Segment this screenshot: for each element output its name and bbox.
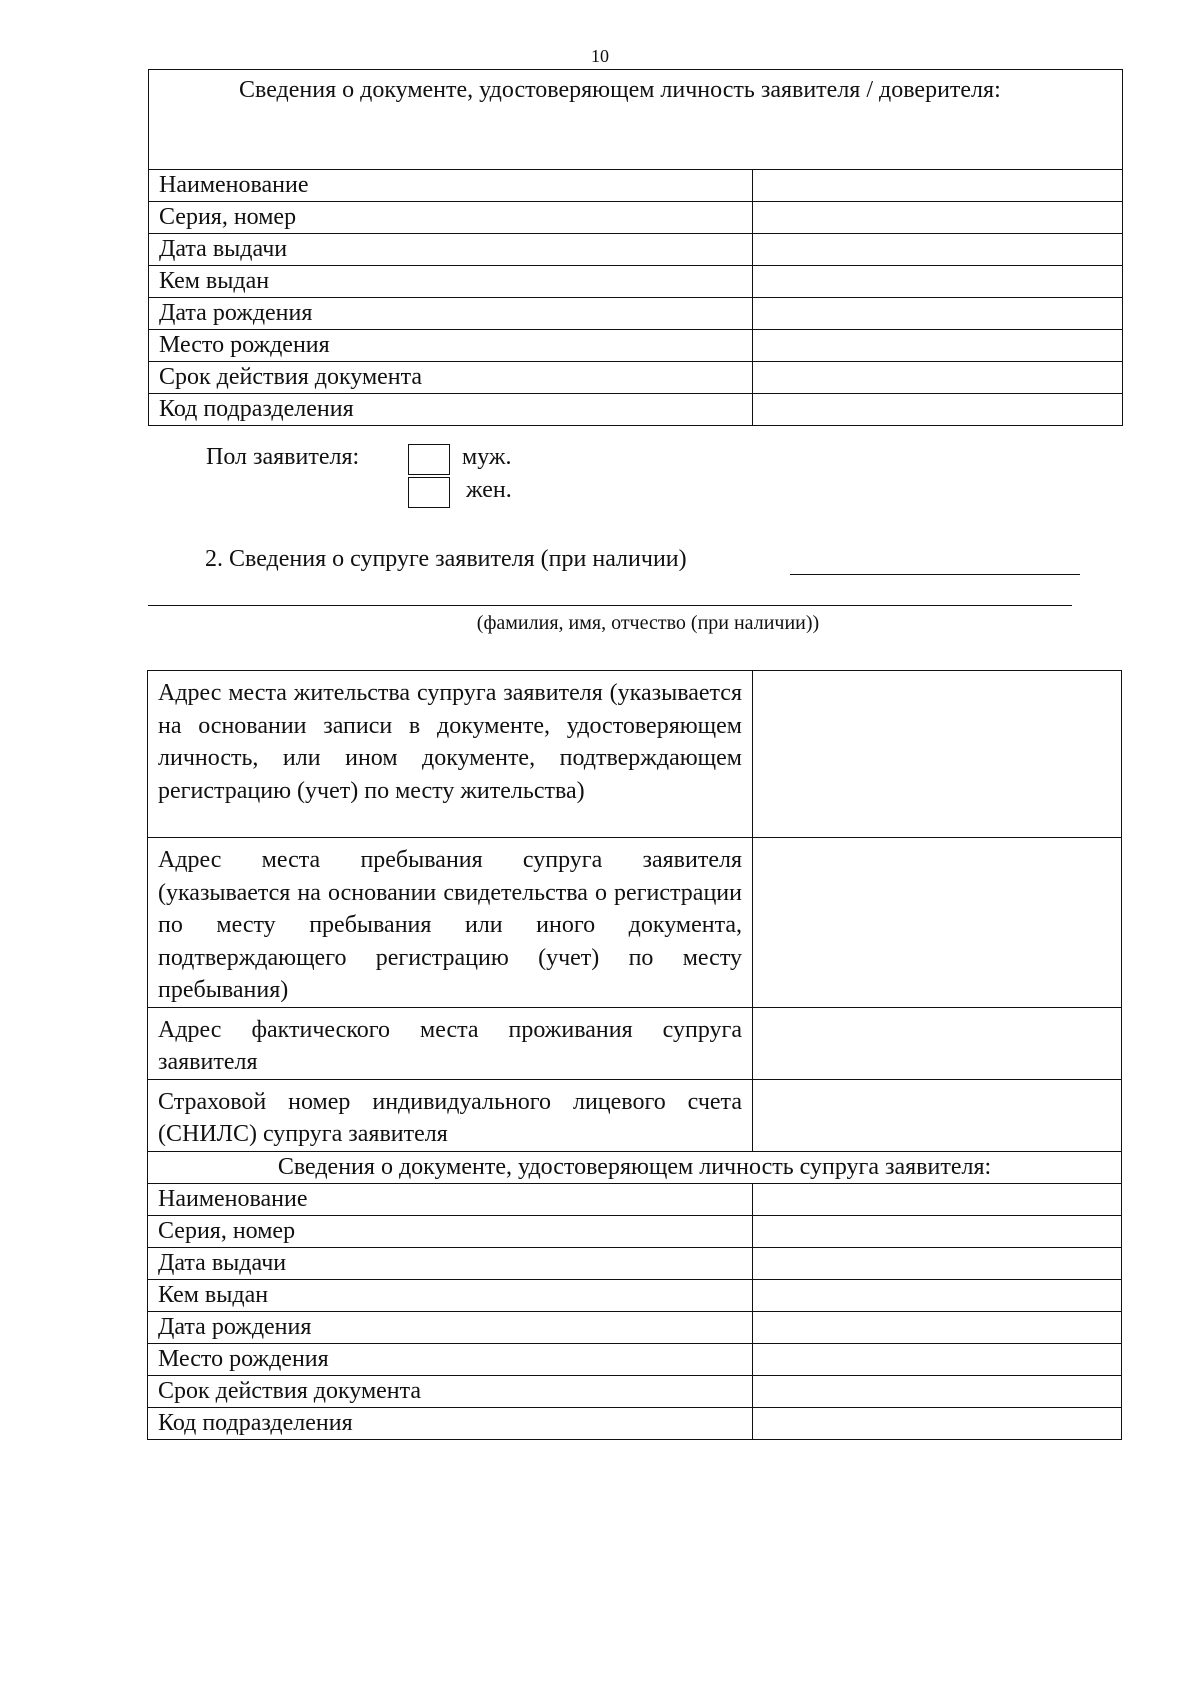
field-value-cell[interactable] (753, 671, 1122, 838)
field-value-cell[interactable] (753, 1343, 1122, 1375)
spouse-document-header: Сведения о документе, удостоверяющем личность супруга заявителя: (148, 1151, 1122, 1183)
section-2-title: 2. Сведения о супруге заявителя (при наличии) (205, 546, 687, 572)
table-row (149, 298, 1123, 330)
field-label: Срок действия документа (148, 1375, 753, 1407)
spouse-name-blank[interactable] (790, 574, 1080, 575)
table-row (149, 234, 1123, 266)
field-value-cell[interactable] (753, 330, 1123, 362)
field-value-cell[interactable] (753, 202, 1123, 234)
field-value-cell[interactable] (753, 298, 1123, 330)
table-row (149, 170, 1123, 202)
field-value-cell[interactable] (753, 266, 1123, 298)
field-value-cell[interactable] (753, 838, 1122, 1008)
field-label: Дата выдачи (149, 234, 753, 266)
table-row (148, 1007, 1122, 1079)
field-label: Дата выдачи (148, 1247, 753, 1279)
field-label: Код подразделения (148, 1407, 753, 1439)
table-row (149, 362, 1123, 394)
field-value-cell[interactable] (753, 1215, 1122, 1247)
table-row (149, 330, 1123, 362)
checkbox-female[interactable] (408, 477, 450, 508)
field-label: Наименование (148, 1183, 753, 1215)
table-row (149, 394, 1123, 426)
table-row (148, 1151, 1122, 1183)
field-label: Место рождения (149, 330, 753, 362)
table-row (148, 1183, 1122, 1215)
checkbox-male[interactable] (408, 444, 450, 475)
applicant-document-header: Сведения о документе, удостоверяющем личность заявителя / доверителя: (149, 70, 1123, 170)
table-row (148, 1215, 1122, 1247)
field-label: Кем выдан (149, 266, 753, 298)
field-value-cell[interactable] (753, 1007, 1122, 1079)
table-row (148, 1343, 1122, 1375)
table-row (148, 838, 1122, 1008)
field-value-cell[interactable] (753, 362, 1123, 394)
field-label: Адрес места пребывания супруга заявителя (указывается на основании свидетельства о регистрации по месту пребывания или иного документа, подтверждающего регистрацию (учет) по месту пребывания) (148, 838, 753, 1008)
field-label: Серия, номер (149, 202, 753, 234)
field-label: Дата рождения (149, 298, 753, 330)
field-value-cell[interactable] (753, 1279, 1122, 1311)
table-row (148, 1079, 1122, 1151)
table-row (148, 1279, 1122, 1311)
checkbox-female-label: жен. (466, 477, 512, 503)
page-number: 10 (591, 46, 609, 66)
field-label: Кем выдан (148, 1279, 753, 1311)
field-value-cell[interactable] (753, 1079, 1122, 1151)
field-label: Наименование (149, 170, 753, 202)
field-label: Адрес места жительства супруга заявителя (указывается на основании записи в документе, удостоверяющем личность, или ином документе, подтверждающем регистрацию (учет) по месту жительства) (148, 671, 753, 838)
applicant-document-table (148, 69, 1123, 426)
field-value-cell[interactable] (753, 234, 1123, 266)
table-row (148, 1375, 1122, 1407)
table-row (148, 1311, 1122, 1343)
table-row (148, 1407, 1122, 1439)
field-value-cell[interactable] (753, 170, 1123, 202)
field-label: Код подразделения (149, 394, 753, 426)
field-value-cell[interactable] (753, 1247, 1122, 1279)
field-value-cell[interactable] (753, 1407, 1122, 1439)
table-row (148, 1247, 1122, 1279)
table-row (149, 202, 1123, 234)
field-label: Серия, номер (148, 1215, 753, 1247)
field-label: Дата рождения (148, 1311, 753, 1343)
field-label: Адрес фактического места проживания супруга заявителя (148, 1007, 753, 1079)
field-label: Срок действия документа (149, 362, 753, 394)
table-row (148, 671, 1122, 838)
gender-label: Пол заявителя: (206, 444, 360, 470)
field-value-cell[interactable] (753, 394, 1123, 426)
spouse-name-blank-line[interactable] (148, 605, 1072, 606)
field-value-cell[interactable] (753, 1183, 1122, 1215)
field-value-cell[interactable] (753, 1375, 1122, 1407)
field-label: Место рождения (148, 1343, 753, 1375)
spouse-table (147, 670, 1122, 1440)
spouse-name-caption: (фамилия, имя, отчество (при наличии)) (476, 612, 820, 634)
checkbox-male-label: муж. (462, 444, 512, 470)
table-row (149, 266, 1123, 298)
field-value-cell[interactable] (753, 1311, 1122, 1343)
field-label: Страховой номер индивидуального лицевого счета (СНИЛС) супруга заявителя (148, 1079, 753, 1151)
